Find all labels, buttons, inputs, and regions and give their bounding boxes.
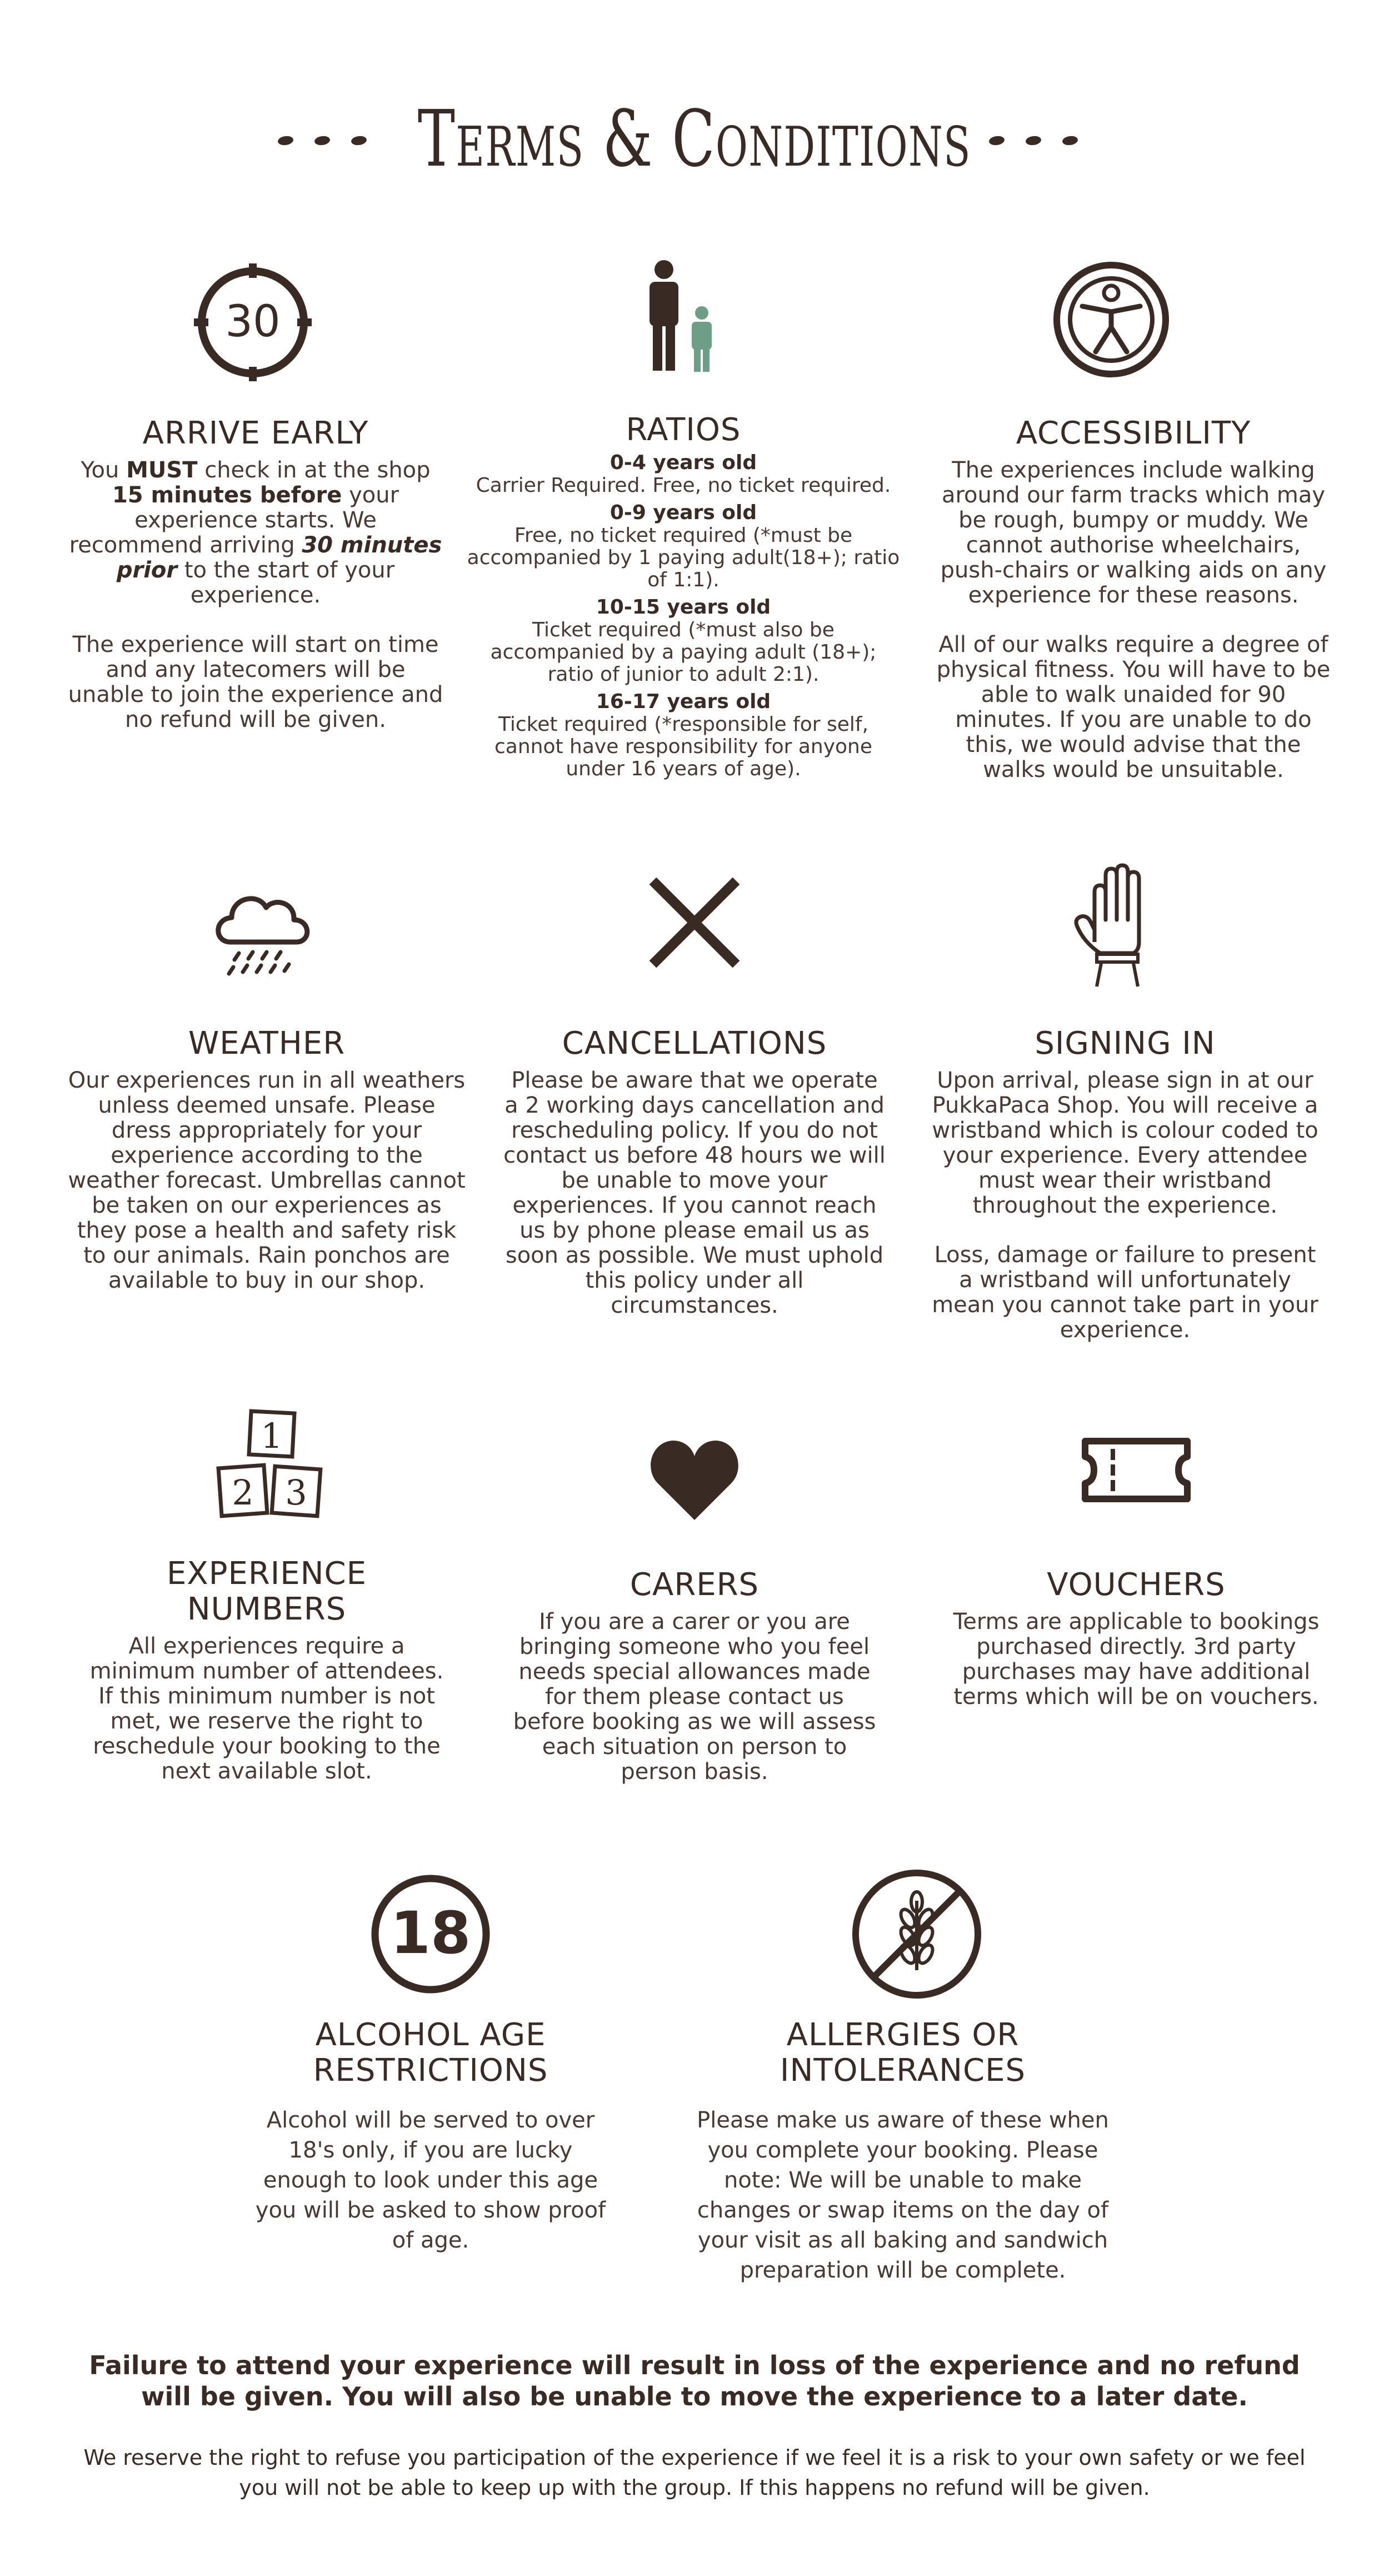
ratio-text-10-15: Ticket required (*must also be accompanied by a paying adult (18+); ratio of junior to adult 2:1). xyxy=(490,619,877,686)
carers-heading: CARERS xyxy=(629,1567,760,1603)
accessibility-heading: ACCESSIBILITY xyxy=(1016,415,1251,451)
ticket-icon xyxy=(1081,1437,1192,1503)
ratio-age-0-9: 0-9 years old xyxy=(609,501,757,524)
weather-text: Our experiences run in all weathers unless deemed unsafe. Please dress appropriately for your experience according to the weather forecast. Umbrellas cannot be taken on our experiences as they pose a health and safety risk to our animals. Rain ponchos are available to buy in our shop. xyxy=(68,1068,466,1293)
weather-section xyxy=(67,1026,467,1293)
experience-numbers-section xyxy=(83,1556,450,1784)
title-ornament-right xyxy=(989,136,1078,145)
experience-numbers-text: All experiences require a minimum number of attendees. If this minimum number is not met, we reserve the right to reschedule your booking to the next available slot. xyxy=(89,1633,444,1784)
accessibility-icon xyxy=(1050,258,1172,381)
arrive-early-text: You MUST check in at the shop 15 minutes before your experience starts. We recommend arriving 30 minutes prior to the start of your experience. xyxy=(69,457,442,608)
ratio-text-0-9: Free, no ticket required (*must be accompanied by 1 paying adult(18+); ratio of 1:1). xyxy=(467,524,900,591)
svg-text:1: 1 xyxy=(261,1416,283,1456)
ratios-heading: RATIOS xyxy=(626,412,741,448)
carers-text: If you are a carer or you are bringing someone who you feel needs special allowances made for them please contact us before booking as we will assess each situation on person to person basis. xyxy=(513,1609,876,1785)
accessibility-section xyxy=(933,416,1333,783)
svg-text:30: 30 xyxy=(225,297,281,347)
cancellations-text: Please be aware that we operate a 2 working days cancellation and rescheduling policy. If you do not contact us before 48 hours we will be unable to move your experiences. If you cannot reach us by phone please email us as soon as possible. We must uphold this policy under all circumstances. xyxy=(503,1068,886,1318)
vouchers-section xyxy=(947,1567,1325,1710)
page-title: Terms & Conditions xyxy=(417,93,972,185)
stopwatch-30-icon xyxy=(192,261,314,383)
arrive-early-section xyxy=(67,416,444,733)
vouchers-heading: VOUCHERS xyxy=(1047,1567,1226,1603)
ratio-age-0-4: 0-4 years old xyxy=(609,451,757,474)
cross-icon xyxy=(644,873,745,973)
vouchers-text: Terms are applicable to bookings purchased directly. 3rd party purchases may have additional terms which will be on vouchers. xyxy=(953,1609,1320,1710)
signing-in-heading: SIGNING IN xyxy=(1035,1025,1216,1062)
signing-in-text-2: Loss, damage or failure to present a wristband will unfortunately mean you cannot take part in your experience. xyxy=(932,1242,1318,1343)
ratio-text-16-17: Ticket required (*responsible for self, cannot have responsibility for anyone under 16 years of age). xyxy=(494,713,873,780)
svg-text:3: 3 xyxy=(285,1472,307,1513)
allergies-heading-2: INTOLERANCES xyxy=(780,2052,1026,2089)
ratio-age-16-17: 16-17 years old xyxy=(596,690,771,713)
experience-numbers-heading-2: NUMBERS xyxy=(187,1591,347,1627)
footer-disclaimer: We reserve the right to refuse you participation of the experience if we feel it is a risk to your own safety or we feel you will not be able to keep up with the group. If this happens no refund will be given. xyxy=(83,2445,1306,2500)
alcohol-section xyxy=(247,2017,614,2255)
svg-text:2: 2 xyxy=(232,1472,254,1513)
age-18-icon xyxy=(369,1873,492,1995)
allergies-heading-1: ALLERGIES OR xyxy=(786,2017,1020,2053)
ratio-text-0-4: Carrier Required. Free, no ticket required. xyxy=(476,474,891,497)
arrive-early-late-text: The experience will start on time and any latecomers will be unable to join the experience and no refund will be given. xyxy=(68,632,443,733)
cancellations-section xyxy=(503,1026,886,1318)
adult-and-child-icon xyxy=(642,258,725,375)
svg-text:18: 18 xyxy=(390,1899,471,1967)
signing-in-section xyxy=(925,1026,1325,1343)
accessibility-text-2: All of our walks require a degree of physical fitness. You will have to be able to walk unaided for 90 minutes. If you are unable to do this, we would advise that the walks would be unsuitable. xyxy=(936,632,1331,783)
accessibility-text-1: The experiences include walking around our farm tracks which may be rough, bumpy or muddy. We cannot authorise wheelchairs, push-chairs or walking aids on any experience for these reasons. xyxy=(940,457,1327,608)
no-gluten-icon xyxy=(850,1867,983,2001)
ratio-age-10-15: 10-15 years old xyxy=(596,596,771,619)
alcohol-heading-1: ALCOHOL AGE xyxy=(315,2017,546,2053)
cancellations-heading: CANCELLATIONS xyxy=(562,1025,827,1062)
allergies-text: Please make us aware of these when you complete your booking. Please note: We will be unable to make changes or swap items on the day of your visit as all baking and sandwich preparation will be complete. xyxy=(697,2107,1109,2283)
allergies-section xyxy=(681,2017,1125,2285)
rain-cloud-icon xyxy=(208,875,319,986)
alcohol-text: Alcohol will be served to over 18's only, if you are lucky enough to look under this age you will be asked to show proof of age. xyxy=(255,2107,606,2253)
alcohol-heading-2: RESTRICTIONS xyxy=(313,2052,548,2089)
hand-wristband-icon xyxy=(1072,859,1156,992)
heart-icon xyxy=(647,1434,742,1523)
experience-numbers-heading-1: EXPERIENCE xyxy=(166,1556,367,1592)
footer-warning: Failure to attend your experience will result in loss of the experience and no refund will be given. You will also be unable to move the experience to a later date. xyxy=(89,2350,1300,2411)
ratios-section xyxy=(467,412,900,785)
number-blocks-icon xyxy=(211,1409,333,1526)
carers-section xyxy=(511,1567,878,1785)
arrive-early-heading: ARRIVE EARLY xyxy=(142,415,369,451)
page-title-row xyxy=(0,83,1389,195)
signing-in-text-1: Upon arrival, please sign in at our PukkaPaca Shop. You will receive a wristband which is colour coded to your experience. Every attendee must wear their wristband throughout the experience. xyxy=(932,1068,1318,1218)
weather-heading: WEATHER xyxy=(188,1025,346,1062)
